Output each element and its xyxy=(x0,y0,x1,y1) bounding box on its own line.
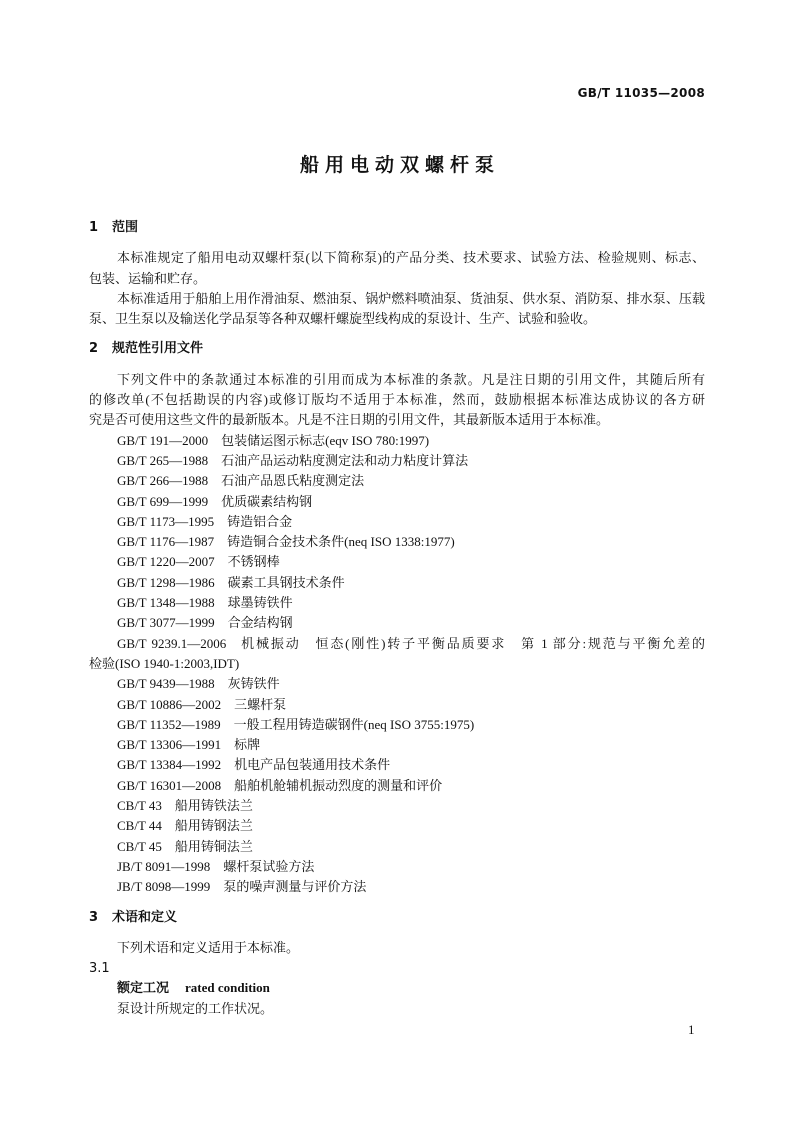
paragraph xyxy=(89,248,705,289)
term-name-zh: 额定工况 xyxy=(117,981,170,997)
section-heading-scope xyxy=(89,218,705,238)
reference-code: GB/T 16301—2008 xyxy=(117,777,222,793)
paragraph xyxy=(89,289,705,330)
reference-item xyxy=(89,552,705,572)
reference-code: GB/T 13306—1991 xyxy=(117,737,222,753)
reference-title: 灰铸铁件 xyxy=(227,676,280,692)
reference-title: 螺杆泵试验方法 xyxy=(223,858,315,874)
reference-code: GB/T 9239.1—2006 xyxy=(117,635,227,651)
term-name-en: rated condition xyxy=(185,980,270,996)
reference-code: GB/T 13384—1992 xyxy=(117,757,222,773)
page-title: 船用电动双螺杆泵 xyxy=(299,154,500,176)
reference-item xyxy=(89,532,705,552)
reference-code: GB/T 1298—1986 xyxy=(117,574,215,590)
reference-code: JB/T 8091—1998 xyxy=(117,858,211,874)
paragraph-line: 的修改单(不包括勘误的内容)或修订版均不适用于本标准，然而，鼓励根据本标准达成协议的各方研 xyxy=(89,392,705,408)
reference-title: 石油产品运动粘度测定法和动力粘度计算法 xyxy=(221,452,469,468)
section-heading-terms xyxy=(89,908,705,928)
reference-title: 机电产品包装通用技术条件 xyxy=(234,757,391,773)
reference-title: 机械振动 恒态(刚性)转子平衡品质要求 第 1 部分:规范与平衡允差的 xyxy=(239,635,705,651)
section-number: 1 xyxy=(89,220,99,235)
reference-item xyxy=(89,512,705,532)
clause-number xyxy=(89,958,705,978)
reference-code: GB/T 10886—2002 xyxy=(117,696,222,712)
reference-code: CB/T 45 xyxy=(117,838,162,854)
paragraph-line: 本标准适用于船舶上用作滑油泵、燃油泵、锅炉燃料喷油泵、货油泵、供水泵、消防泵、排水泵、压载 xyxy=(117,290,705,306)
reference-code: GB/T 699—1999 xyxy=(117,493,209,509)
paragraph-line: 包装、运输和贮存。 xyxy=(89,270,207,286)
section-heading-normative-references xyxy=(89,339,705,359)
reference-item xyxy=(89,695,705,715)
document-body xyxy=(89,218,705,1019)
reference-title: 包装储运图示标志(eqv ISO 780:1997) xyxy=(221,432,430,448)
reference-title: 船用铸钢法兰 xyxy=(174,818,253,834)
reference-code: GB/T 265—1988 xyxy=(117,452,209,468)
reference-code: GB/T 9439—1988 xyxy=(117,676,215,692)
paragraph-line: 究是否可使用这些文件的最新版本。凡是不注日期的引用文件，其最新版本适用于本标准。 xyxy=(89,412,610,428)
section-title: 术语和定义 xyxy=(112,909,178,925)
reference-code: JB/T 8098—1999 xyxy=(117,879,211,895)
reference-item xyxy=(89,816,705,836)
reference-item xyxy=(89,735,705,755)
reference-code: GB/T 3077—1999 xyxy=(117,615,215,631)
reference-item xyxy=(89,613,705,633)
reference-item xyxy=(89,492,705,512)
reference-item xyxy=(89,796,705,816)
reference-code: CB/T 43 xyxy=(117,798,162,814)
reference-item xyxy=(89,755,705,775)
reference-code: GB/T 266—1988 xyxy=(117,473,209,489)
reference-code: GB/T 1348—1988 xyxy=(117,595,215,611)
clause-number-text: 3.1 xyxy=(89,961,110,977)
section-title: 规范性引用文件 xyxy=(112,341,204,357)
reference-title: 船舶机舱辅机振动烈度的测量和评价 xyxy=(234,777,443,793)
reference-title: 不锈钢棒 xyxy=(227,554,280,570)
page-number: 1 xyxy=(688,1022,695,1037)
paragraph-line: 本标准规定了船用电动双螺杆泵(以下简称泵)的产品分类、技术要求、试验方法、检验规则、标志、 xyxy=(117,250,705,266)
reference-item xyxy=(89,674,705,694)
reference-code: CB/T 44 xyxy=(117,818,162,834)
section-number: 3 xyxy=(89,909,99,925)
paragraph xyxy=(89,370,705,431)
reference-title: 一般工程用铸造碳钢件(neq ISO 3755:1975) xyxy=(233,716,475,732)
reference-list xyxy=(89,431,705,898)
reference-title: 铸造铜合金技术条件(neq ISO 1338:1977) xyxy=(227,534,455,550)
reference-title: 三螺杆泵 xyxy=(234,696,287,712)
reference-item xyxy=(89,837,705,857)
term-entry xyxy=(89,978,705,998)
reference-title: 碳素工具钢技术条件 xyxy=(227,574,345,590)
reference-item xyxy=(89,857,705,877)
reference-title: 石油产品恩氏粘度测定法 xyxy=(221,473,365,489)
section-title: 范围 xyxy=(112,220,139,235)
reference-item xyxy=(89,451,705,471)
reference-item xyxy=(89,877,705,897)
reference-title: 铸造铝合金 xyxy=(227,513,293,529)
reference-title: 泵的噪声测量与评价方法 xyxy=(223,879,367,895)
term-definition: 泵设计所规定的工作状况。 xyxy=(117,1000,274,1016)
reference-code: GB/T 1176—1987 xyxy=(117,534,215,550)
reference-title: 船用铸铁法兰 xyxy=(174,798,253,814)
reference-code: GB/T 11352—1989 xyxy=(117,716,221,732)
reference-title: 标牌 xyxy=(234,737,261,753)
reference-item xyxy=(89,471,705,491)
reference-item xyxy=(89,431,705,451)
reference-title: 球墨铸铁件 xyxy=(227,595,293,611)
paragraph-line: 下列术语和定义适用于本标准。 xyxy=(117,939,300,955)
reference-code: GB/T 1220—2007 xyxy=(117,554,215,570)
reference-item xyxy=(89,634,705,654)
reference-item xyxy=(89,776,705,796)
standard-number: GB/T 11035—2008 xyxy=(577,86,705,100)
paragraph-line: 下列文件中的条款通过本标准的引用而成为本标准的条款。凡是注日期的引用文件，其随后所有 xyxy=(117,371,705,387)
reference-item xyxy=(89,593,705,613)
reference-code: GB/T 1173—1995 xyxy=(117,513,215,529)
reference-title: 合金结构钢 xyxy=(227,615,293,631)
reference-title: 优质碳素结构钢 xyxy=(221,493,313,509)
reference-title: 船用铸铜法兰 xyxy=(174,838,253,854)
reference-item xyxy=(89,573,705,593)
section-number: 2 xyxy=(89,341,99,357)
paragraph-line: 泵、卫生泵以及输送化学品泵等各种双螺杆螺旋型线构成的泵设计、生产、试验和验收。 xyxy=(89,311,597,327)
reference-code: GB/T 191—2000 xyxy=(117,432,209,448)
reference-title-continuation: 检验(ISO 1940-1:2003,IDT) xyxy=(89,655,240,671)
reference-item xyxy=(89,715,705,735)
